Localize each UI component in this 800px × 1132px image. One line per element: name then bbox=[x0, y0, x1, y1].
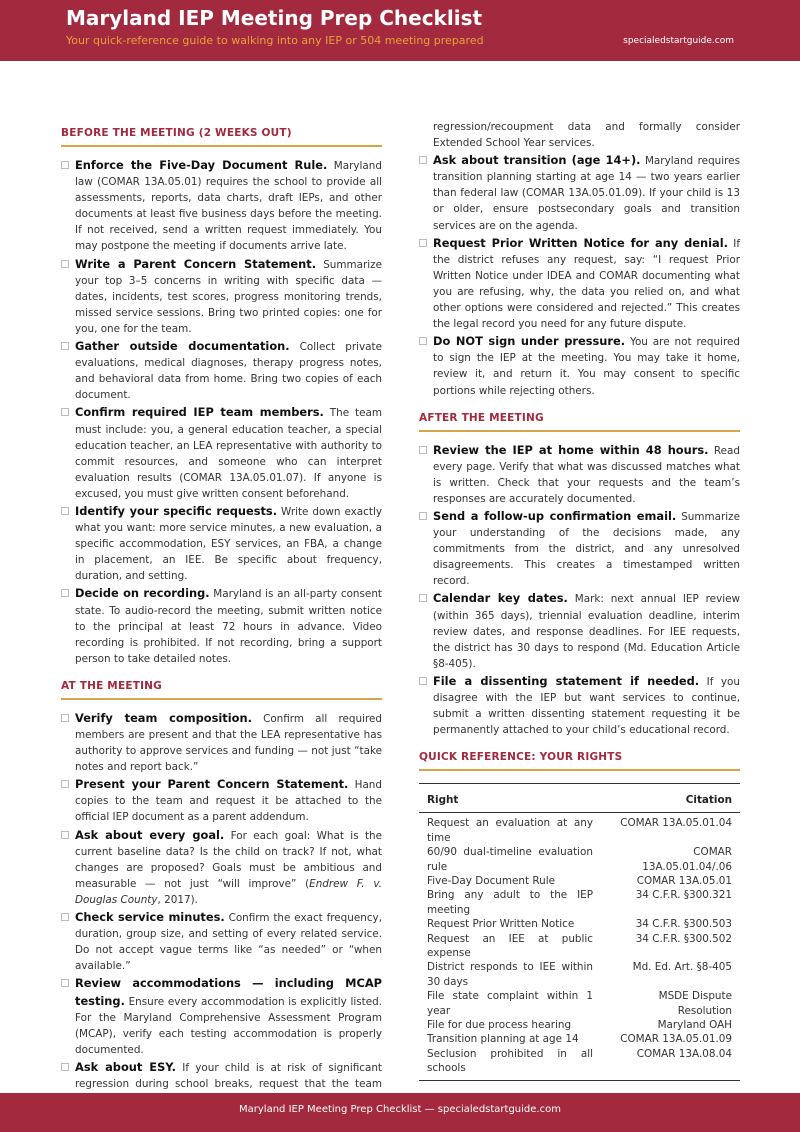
item-heading: Review accommodations — including MCAP testing. bbox=[75, 976, 382, 1008]
item-heading: Request Prior Written Notice for any denial. bbox=[433, 235, 728, 250]
checklist-item bbox=[419, 673, 740, 738]
item-body: You are not required to sign the IEP at the meeting. You may take it home, review it, and return it. You may consent to specific portions while rejecting others. bbox=[433, 336, 740, 397]
item-body: Summarize your understanding of the decisions made, any commitments from the district, and any unresolved disagreements. This creates a timestamped written record. bbox=[433, 510, 740, 588]
checklist-item bbox=[419, 235, 740, 333]
item-body: The team must include: you, a general education teacher, a special education teacher, an LEA representative with authority to commit resources, and someone who can interpret evaluation results (COMAR 13A.05.01.07). If anyone is excused, you must give written consent beforehand. bbox=[75, 407, 382, 500]
section-title-at: AT THE MEETING bbox=[61, 680, 382, 700]
item-heading: Gather outside documentation. bbox=[75, 339, 290, 354]
item-heading: Ask about ESY. bbox=[75, 1059, 176, 1074]
checklist-item bbox=[61, 256, 382, 337]
right-cell: File for due process hearing bbox=[427, 1018, 572, 1031]
item-heading: Present your Parent Concern Statement. bbox=[75, 777, 349, 792]
right-cell: Five-Day Document Rule bbox=[427, 874, 555, 887]
table-row bbox=[419, 1018, 740, 1032]
table-row bbox=[419, 1032, 740, 1046]
item-heading: Send a follow-up confirmation email. bbox=[433, 508, 677, 523]
checkbox[interactable] bbox=[61, 780, 69, 788]
right-cell: File state complaint within 1 year bbox=[427, 990, 593, 1017]
footer-text: Maryland IEP Meeting Prep Checklist — specialedstartguide.com bbox=[239, 1104, 561, 1115]
right-cell: Seclusion prohibited in all schools bbox=[427, 1047, 593, 1075]
right-column bbox=[419, 121, 740, 1123]
checkbox[interactable] bbox=[61, 507, 69, 515]
checklist-item bbox=[61, 503, 382, 584]
citation-cell: 34 C.F.R. §300.321 bbox=[635, 889, 732, 902]
after-items bbox=[419, 442, 740, 739]
checklist-item bbox=[61, 827, 382, 908]
item-body: Confirm all required members are present and that the LEA representative has authority to approve services and funding — not just “take notes and report back.” bbox=[75, 712, 382, 774]
checkbox[interactable] bbox=[61, 161, 69, 169]
section-title-rights: QUICK REFERENCE: YOUR RIGHTS bbox=[419, 751, 740, 771]
table-row bbox=[419, 917, 740, 931]
item-heading: Review the IEP at home within 48 hours. bbox=[433, 442, 709, 457]
column-header-right: Right bbox=[419, 784, 601, 813]
checkbox[interactable] bbox=[61, 342, 69, 350]
at-items bbox=[61, 710, 382, 1108]
item-heading: Write a Parent Concern Statement. bbox=[75, 256, 317, 271]
citation-cell: Maryland OAH bbox=[657, 1018, 732, 1031]
page-footer bbox=[0, 1093, 800, 1132]
table-row bbox=[419, 932, 740, 961]
item-heading: Verify team composition. bbox=[75, 710, 252, 725]
citation-cell: Md. Ed. Art. §8-405 bbox=[632, 961, 732, 974]
checkbox[interactable] bbox=[419, 156, 427, 164]
checkbox[interactable] bbox=[419, 239, 427, 247]
right-cell: Request an evaluation at any time bbox=[427, 817, 593, 844]
page-subtitle: Your quick-reference guide to walking into any IEP or 504 meeting prepared bbox=[66, 34, 484, 47]
rights-table-wrap bbox=[419, 783, 740, 1080]
item-body: Mark: next annual IEP review (within 365 days), triennial evaluation deadline, interim review dates, and response deadlines. For IEE requests, the district has 30 days to respond (Md. Education Article §8-405). bbox=[433, 593, 740, 670]
checklist-item bbox=[61, 776, 382, 825]
checklist-item bbox=[61, 710, 382, 775]
checklist-item bbox=[61, 157, 382, 255]
table-row bbox=[419, 813, 740, 845]
right-cell: Bring any adult to the IEP meeting bbox=[427, 889, 593, 916]
item-body-continuation: regression/recoupment data and formally consider Extended School Year services. bbox=[433, 121, 740, 150]
item-body: Read every page. Verify that what was discussed matches what is written. Check that your requests and the team’s responses are accurately documented. bbox=[433, 444, 740, 505]
before-items bbox=[61, 157, 382, 667]
checkbox[interactable] bbox=[61, 1063, 69, 1071]
checklist-item bbox=[61, 338, 382, 403]
item-heading: File a dissenting statement if needed. bbox=[433, 673, 700, 688]
checklist-item bbox=[61, 585, 382, 666]
right-cell: 60/90 dual-timeline evaluation rule bbox=[427, 846, 593, 873]
item-heading: Identify your specific requests. bbox=[75, 503, 278, 518]
checkbox[interactable] bbox=[61, 979, 69, 987]
item-heading: Calendar key dates. bbox=[433, 591, 568, 606]
citation-cell: COMAR 13A.05.01.04/.06 bbox=[642, 846, 732, 873]
checklist-item bbox=[419, 442, 740, 507]
checklist-item-continuation bbox=[419, 119, 740, 151]
checkbox[interactable] bbox=[61, 831, 69, 839]
checkbox[interactable] bbox=[61, 714, 69, 722]
item-body: Summarize your top 3–5 concerns in writing with specific data — dates, incidents, test scores, progress monitoring trends, missed service sessions. Bring two printed copies: one for you, one for the team. bbox=[75, 258, 382, 335]
checkbox[interactable] bbox=[61, 913, 69, 921]
case-citation: Endrew F. v. Douglas County bbox=[75, 877, 382, 906]
table-row bbox=[419, 888, 740, 917]
checklist-item bbox=[419, 590, 740, 671]
column-header-citation: Citation bbox=[601, 784, 740, 813]
citation-cell: COMAR 13A.05.01 bbox=[636, 874, 732, 887]
citation-cell: 34 C.F.R. §300.503 bbox=[635, 918, 732, 931]
right-cell: Request an IEE at public expense bbox=[427, 932, 593, 959]
header-website: specialedstartguide.com bbox=[623, 36, 734, 46]
citation-cell: COMAR 13A.05.01.04 bbox=[620, 817, 732, 830]
citation-cell: COMAR 13A.08.04 bbox=[636, 1047, 732, 1060]
item-body: Hand copies to the team and request it be attached to the official IEP document as a parent addendum. bbox=[75, 779, 382, 824]
item-body: Maryland requires transition planning starting at age 14 — two years earlier than federal law (COMAR 13A.05.01.09). If your child is 13 or older, ensure postsecondary goals and transition services are on the agenda. bbox=[433, 155, 740, 232]
item-heading: Ask about every goal. bbox=[75, 827, 225, 842]
item-heading: Check service minutes. bbox=[75, 910, 225, 925]
table-row bbox=[419, 960, 740, 989]
item-body: Confirm the exact frequency, duration, group size, and setting of every related service. Do not accept vague terms like “as needed” or “when available.” bbox=[75, 912, 382, 973]
right-cell: Request Prior Written Notice bbox=[427, 918, 575, 931]
item-body: Collect private evaluations, medical diagnoses, therapy progress notes, and behavioral data from home. Bring two copies of each document. bbox=[75, 341, 383, 402]
checkbox[interactable] bbox=[419, 677, 427, 685]
item-heading: Ask about transition (age 14+). bbox=[433, 153, 641, 168]
item-body: If you disagree with the IEP but want services to continue, submit a written dissenting statement requesting it be permanently attached to your child’s educational record. bbox=[433, 675, 740, 737]
table-header-row bbox=[419, 784, 740, 813]
item-body: If the district refuses any request, say: “I request Prior Written Notice under IDEA and COMAR documenting what you are refusing, why, the data you relied on, and what other options were considered and rejected.” This creates the legal record you need for any future dispute. bbox=[433, 237, 740, 331]
right-cell: District responds to IEE within 30 days bbox=[427, 961, 593, 988]
item-body: Maryland law (COMAR 13A.05.01) requires the school to provide all assessments, reports, data charts, draft IEPs, and other documents at least five business days before the meeting. If not received, send a written request immediately. You may postpone the meeting if documents arrive late. bbox=[75, 160, 382, 253]
checklist-item bbox=[419, 333, 740, 398]
section-title-after: AFTER THE MEETING bbox=[419, 412, 740, 432]
page-header bbox=[0, 0, 800, 61]
checkbox[interactable] bbox=[419, 594, 427, 602]
checkbox[interactable] bbox=[419, 512, 427, 520]
item-body: If your child is at risk of significant regression during school breaks, request that the team bbox=[75, 1061, 383, 1090]
item-body-pre: For each goal: What is the current baseline data? Is the child on track? If not, what changes are proposed? Goals must be ambitious and measurable — not just “will improve” ( bbox=[75, 829, 383, 890]
table-row bbox=[419, 874, 740, 888]
rights-table bbox=[419, 784, 740, 1079]
checklist-item bbox=[61, 909, 382, 974]
checkbox[interactable] bbox=[419, 446, 427, 454]
checklist-item bbox=[419, 152, 740, 233]
table-row bbox=[419, 989, 740, 1018]
section-title-before: BEFORE THE MEETING (2 WEEKS OUT) bbox=[61, 127, 382, 147]
left-column bbox=[61, 127, 382, 1109]
citation-cell: MSDE Dispute Resolution bbox=[658, 990, 732, 1017]
citation-cell: COMAR 13A.05.01.09 bbox=[620, 1033, 732, 1046]
page-title: Maryland IEP Meeting Prep Checklist bbox=[66, 6, 483, 30]
checklist-item bbox=[61, 975, 382, 1057]
item-body: Ensure every accommodation is explicitly listed. For the Maryland Comprehensive Assessment Program (MCAP), verify each testing accommodation is properly documented. bbox=[75, 995, 382, 1056]
right-cell: Transition planning at age 14 bbox=[427, 1033, 579, 1046]
item-body-post: , 2017). bbox=[157, 893, 198, 906]
item-heading: Enforce the Five-Day Document Rule. bbox=[75, 158, 328, 172]
citation-cell: 34 C.F.R. §300.502 bbox=[635, 932, 732, 945]
checkbox[interactable] bbox=[61, 260, 69, 268]
item-heading: Decide on recording. bbox=[75, 586, 210, 601]
checklist-item bbox=[419, 508, 740, 589]
table-row bbox=[419, 845, 740, 874]
item-heading: Do NOT sign under pressure. bbox=[433, 334, 626, 349]
checkbox[interactable] bbox=[419, 337, 427, 345]
checkbox[interactable] bbox=[61, 589, 69, 597]
item-heading: Confirm required IEP team members. bbox=[75, 405, 324, 420]
table-row bbox=[419, 1047, 740, 1080]
checklist-item bbox=[61, 404, 382, 502]
item-body: Write down exactly what you want: more service minutes, a new evaluation, a specific accommodation, ESY services, an FBA, a change in placement, an IEE. Be specific about frequency, duration, and setting. bbox=[75, 505, 382, 583]
checkbox[interactable] bbox=[61, 408, 69, 416]
item-body: Maryland is an all-party consent state. To audio-record the meeting, submit written notice to the principal at least 72 hours in advance. Video recording is prohibited. If not recording, bring a support person to take detailed notes. bbox=[75, 588, 382, 665]
